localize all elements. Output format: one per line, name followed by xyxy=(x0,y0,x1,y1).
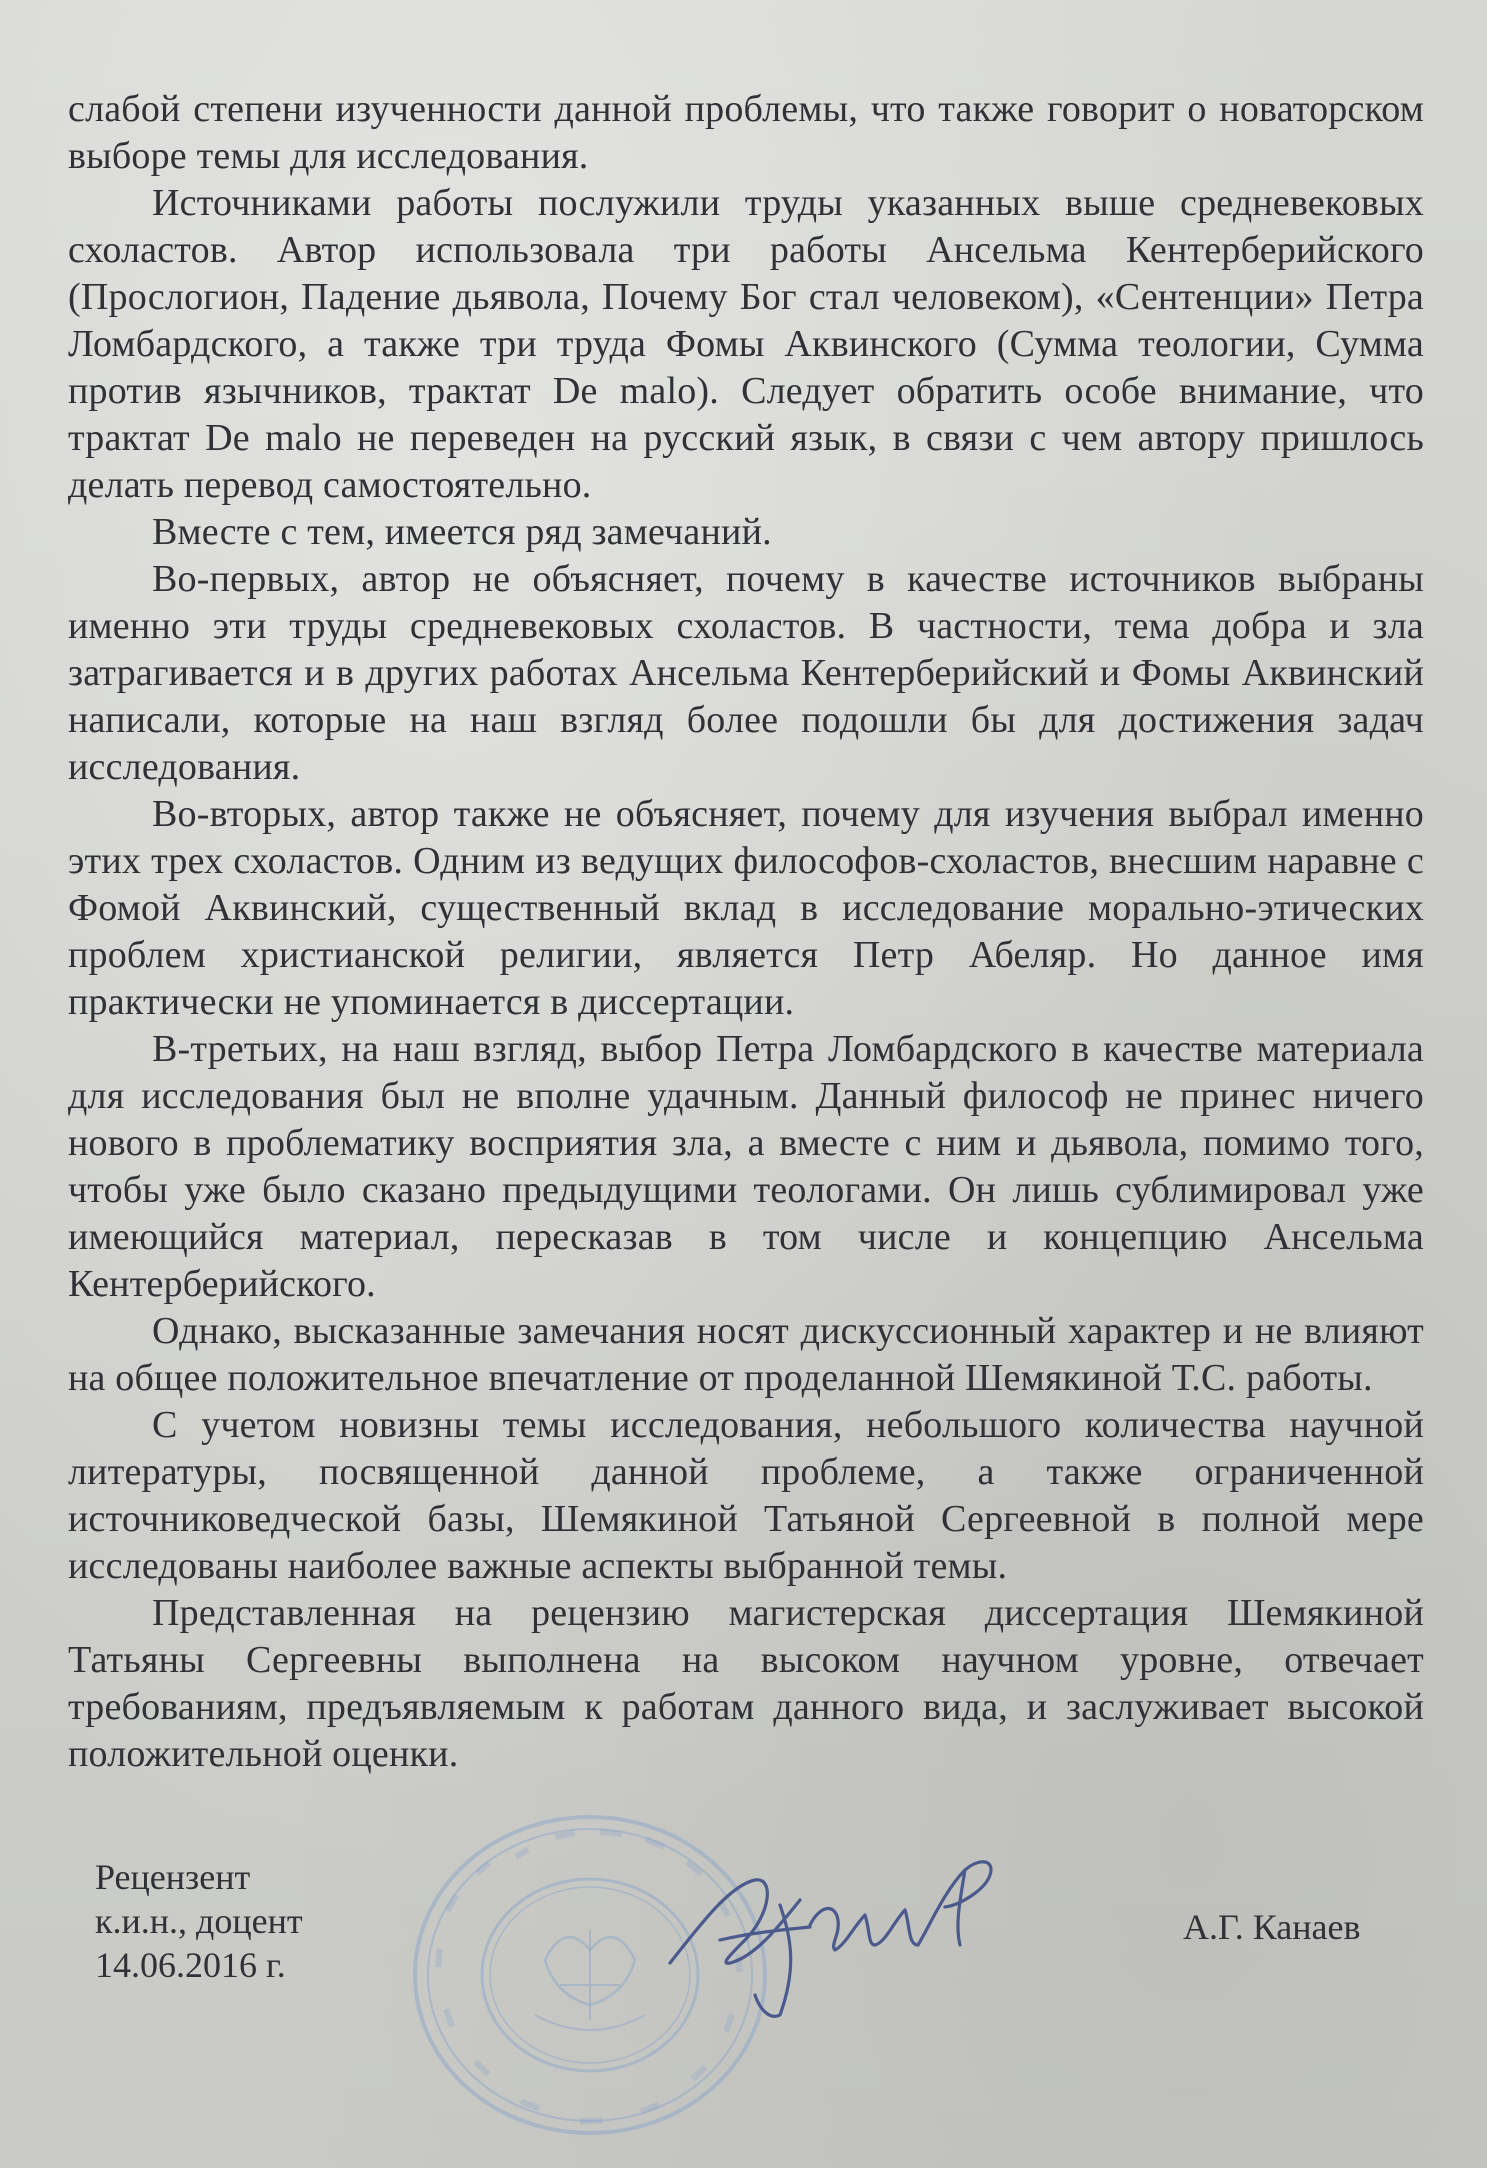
reviewer-name: А.Г. Канаев xyxy=(1183,1907,1361,1947)
handwritten-signature xyxy=(660,1845,1020,2025)
reviewer-degree: к.и.н., доцент xyxy=(95,1901,303,1941)
reviewer-role: Рецензент xyxy=(95,1857,251,1897)
document-body xyxy=(68,86,1424,1778)
paragraph-5: Во-вторых, автор также не объясняет, почему для изучения выбрал именно этих трех схоластов. Одним из ведущих философов-схоластов, внесшим наравне с Фомой Аквинский, существенный вклад в исследование морально-этических проблем христианской религии, является Петр Абеляр. Но данное имя практически не упоминается в диссертации. xyxy=(68,793,1424,1023)
paragraph-6: В-третьих, на наш взгляд, выбор Петра Ломбардского в качестве материала для исследования был не вполне удачным. Данный философ не принес ничего нового в проблематику восприятия зла, а вместе с ним и дьявола, помимо того, чтобы уже было сказано предыдущими теологами. Он лишь сублимировал уже имеющийся материал, пересказав в том числе и концепцию Ансельма Кентерберийского. xyxy=(68,1028,1424,1305)
paragraph-1: слабой степени изученности данной проблемы, что также говорит о новаторском выборе темы для исследования. xyxy=(68,88,1424,177)
paragraph-2: Источниками работы послужили труды указанных выше средневековых схоластов. Автор использовала три работы Ансельма Кентерберийского (Прослогион, Падение дьявола, Почему Бог стал человеком), «Сентенции» Петра Ломбардского, а также три труда Фомы Аквинского (Сумма теологии, Сумма против язычников, трактат De malo). Следует обратить особе внимание, что трактат De malo не переведен на русский язык, в связи с чем автору пришлось делать перевод самостоятельно. xyxy=(68,182,1424,506)
paragraph-7: Однако, высказанные замечания носят дискуссионный характер и не влияют на общее положительное впечатление от проделанной Шемякиной Т.С. работы. xyxy=(68,1310,1424,1399)
review-date: 14.06.2016 г. xyxy=(95,1945,286,1985)
signature-block xyxy=(95,1855,303,1987)
paragraph-8: С учетом новизны темы исследования, небольшого количества научной литературы, посвященной данной проблеме, а также ограниченной источниковедческой базы, Шемякиной Татьяной Сергеевной в полной мере исследованы наиболее важные аспекты выбранной темы. xyxy=(68,1404,1424,1587)
paragraph-4: Во-первых, автор не объясняет, почему в качестве источников выбраны именно эти труды средневековых схоластов. В частности, тема добра и зла затрагивается и в других работах Ансельма Кентерберийский и Фомы Аквинский написали, которые на наш взгляд более подошли бы для достижения задач исследования. xyxy=(68,558,1424,788)
paragraph-9: Представленная на рецензию магистерская диссертация Шемякиной Татьяны Сергеевны выполнена на высоком научном уровне, отвечает требованиям, предъявляемым к работам данного вида, и заслуживает высокой положительной оценки. xyxy=(68,1592,1424,1775)
paragraph-3: Вместе с тем, имеется ряд замечаний. xyxy=(152,511,772,553)
